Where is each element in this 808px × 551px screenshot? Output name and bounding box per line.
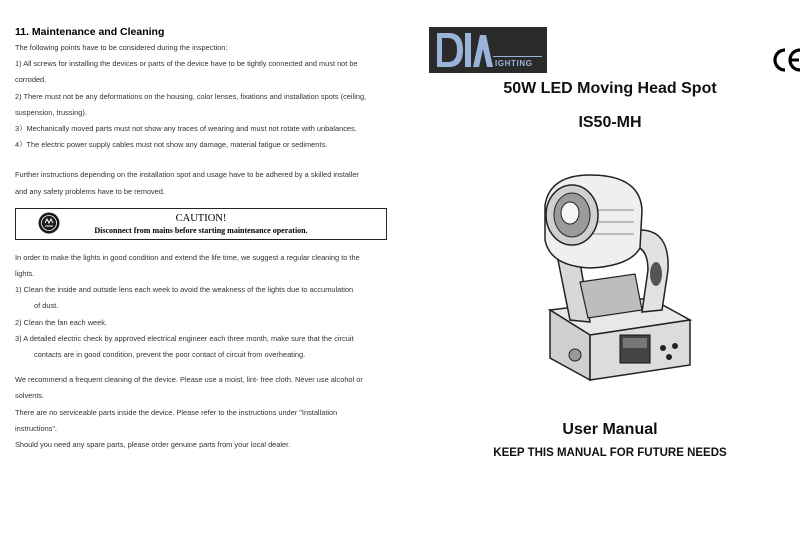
cleaning-intro-line: In order to make the lights in good condition and extend the life time, we suggest a regular cleaning to the bbox=[15, 252, 360, 262]
model-number: IS50-MH bbox=[578, 114, 642, 131]
maintenance-section bbox=[15, 26, 387, 453]
keep-notice: KEEP THIS MANUAL FOR FUTURE NEEDS bbox=[493, 447, 727, 459]
moving-head-illustration bbox=[530, 170, 700, 390]
svg-text:IGHTING: IGHTING bbox=[495, 59, 533, 68]
closing-line: Should you need any spare parts, please order genuine parts from your local dealer. bbox=[15, 440, 291, 450]
closing-line: There are no serviceable parts inside the device. Please refer to the instructions under "Installation bbox=[15, 407, 338, 417]
caution-title: CAUTION! bbox=[175, 212, 227, 224]
product-name: 50W LED Moving Head Spot bbox=[503, 80, 717, 97]
cleaning-intro-line: lights. bbox=[15, 269, 35, 279]
cleaning-item: contacts are in good condition, prevent the poor contact of circuit from overheating. bbox=[34, 350, 306, 360]
caution-box bbox=[15, 208, 387, 240]
brand-logo bbox=[429, 27, 547, 73]
point-line: corroded. bbox=[15, 75, 47, 85]
manual-title: User Manual bbox=[562, 421, 658, 438]
intro-text: The following points have to be considered during the inspection: bbox=[15, 43, 228, 52]
further-line: and any safety problems have to be removed. bbox=[15, 186, 165, 196]
cleaning-item: 2) Clean the fan each week. bbox=[15, 317, 108, 327]
point-line: 1) All screws for installing the devices or parts of the device have to be tightly connected and must not be bbox=[15, 59, 358, 69]
section-heading: 11. Maintenance and Cleaning bbox=[15, 26, 165, 38]
closing-line: instructions". bbox=[15, 423, 58, 433]
caution-text: Disconnect from mains before starting maintenance operation. bbox=[94, 225, 308, 235]
ce-mark-icon bbox=[772, 47, 802, 73]
point-line: 2) There must not be any deformations on the housing, color lenses, fixations and installation spots (ceiling, bbox=[15, 91, 367, 101]
cleaning-item: 1) Clean the inside and outside lens each week to avoid the weakness of the lights due to accumulation bbox=[15, 285, 354, 295]
point-line: 3）Mechanically moved parts must not show any traces of wearing and must not rotate with unbalances. bbox=[15, 124, 357, 134]
closing-line: solvents. bbox=[15, 391, 45, 401]
closing-line: We recommend a frequent cleaning of the device. Please use a moist, lint- free cloth. Never use alcohol or bbox=[15, 375, 363, 385]
further-line: Further instructions depending on the installation spot and usage have to be adhered by a skilled installer bbox=[15, 170, 359, 180]
point-line: 4）The electric power supply cables must not show any damage, material fatigue or sediments. bbox=[15, 140, 328, 150]
point-line: suspension, trussing). bbox=[15, 107, 87, 117]
cleaning-item: 3) A detailed electric check by approved electrical engineer each three month, make sure that the circuit bbox=[15, 333, 354, 343]
cleaning-item: of dust. bbox=[34, 301, 59, 311]
